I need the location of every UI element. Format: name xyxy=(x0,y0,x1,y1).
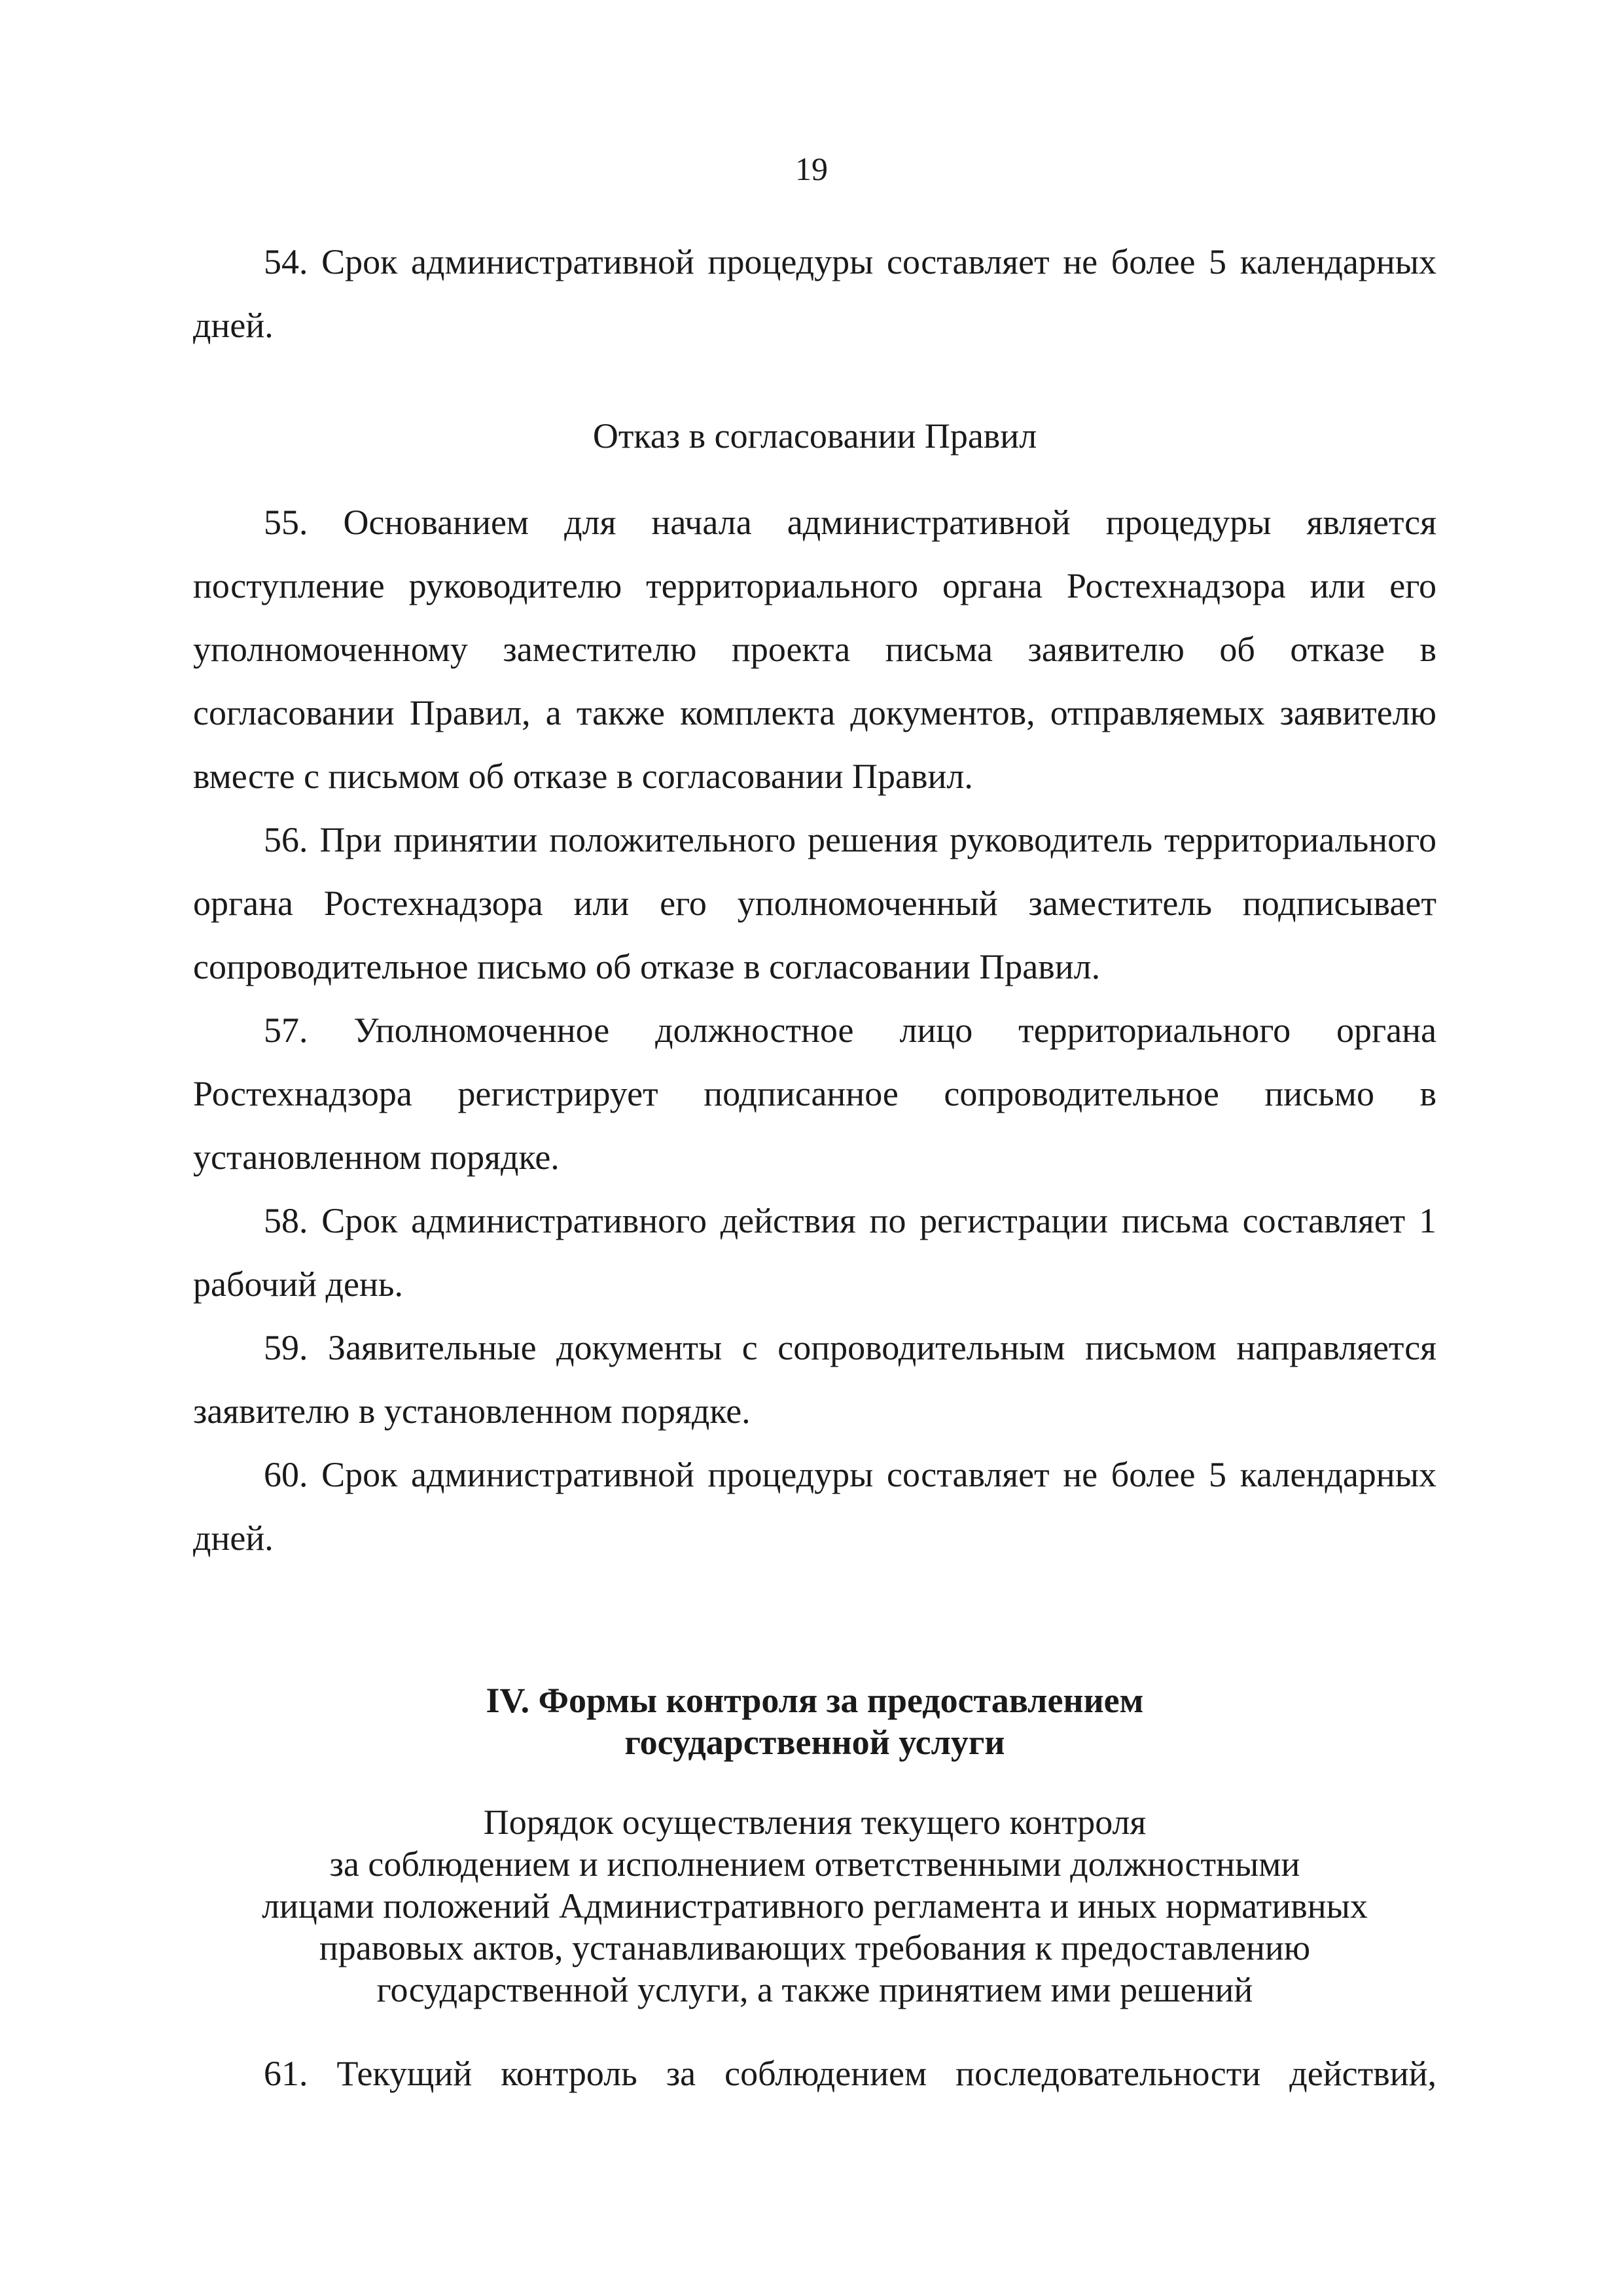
paragraph-55: 55. Основанием для начала административной процедуры является поступление руководителю территориального органа Ростехнадзора или его уполномоченному заместителю проекта письма заявителю об отказе в согласовании Правил, а также комплекта документов, отправляемых заявителю вместе с письмом об отказе в согласовании Правил. xyxy=(193,503,1436,796)
subheading-line-3: лицами положений Административного регламента и иных нормативных xyxy=(262,1886,1368,1926)
paragraph-58: 58. Срок административного действия по регистрации письма составляет 1 рабочий день. xyxy=(193,1201,1436,1304)
paragraphs-55-60-block xyxy=(193,491,1436,1570)
paragraph-54-block xyxy=(193,230,1436,357)
section-heading-block xyxy=(193,1679,1436,1763)
paragraph-56: 56. При принятии положительного решения руководитель территориального органа Ростехнадзора или его уполномоченный заместитель подписывает сопроводительное письмо об отказе в согласовании Правил. xyxy=(193,820,1436,986)
heading-refusal-block xyxy=(193,404,1436,468)
subheading-line-1: Порядок осуществления текущего контроля xyxy=(483,1803,1147,1842)
subheading-line-5: государственной услуги, а также принятием ими решений xyxy=(376,1970,1253,2009)
subheading-block xyxy=(193,1801,1436,2011)
paragraph-60: 60. Срок административной процедуры составляет не более 5 календарных дней. xyxy=(193,1455,1436,1558)
paragraph-61: 61. Текущий контроль за соблюдением последовательности действий, xyxy=(264,2054,1436,2093)
subheading-line-2: за соблюдением и исполнением ответственными должностными xyxy=(329,1844,1300,1884)
heading-refusal: Отказ в согласовании Правил xyxy=(592,416,1037,456)
paragraph-61-block xyxy=(193,2042,1436,2106)
paragraph-57: 57. Уполномоченное должностное лицо территориального органа Ростехнадзора регистрирует подписанное сопроводительное письмо в установленном порядке. xyxy=(193,1011,1436,1177)
paragraph-59: 59. Заявительные документы с сопроводительным письмом направляется заявителю в установленном порядке. xyxy=(193,1328,1436,1431)
section-heading-line-2: государственной услуги xyxy=(624,1723,1005,1762)
page-number: 19 xyxy=(795,151,828,187)
subheading-line-4: правовых актов, устанавливающих требования к предоставлению xyxy=(319,1928,1311,1967)
paragraph-54: 54. Срок административной процедуры составляет не более 5 календарных дней. xyxy=(193,242,1436,345)
section-heading-line-1: IV. Формы контроля за предоставлением xyxy=(486,1681,1144,1720)
